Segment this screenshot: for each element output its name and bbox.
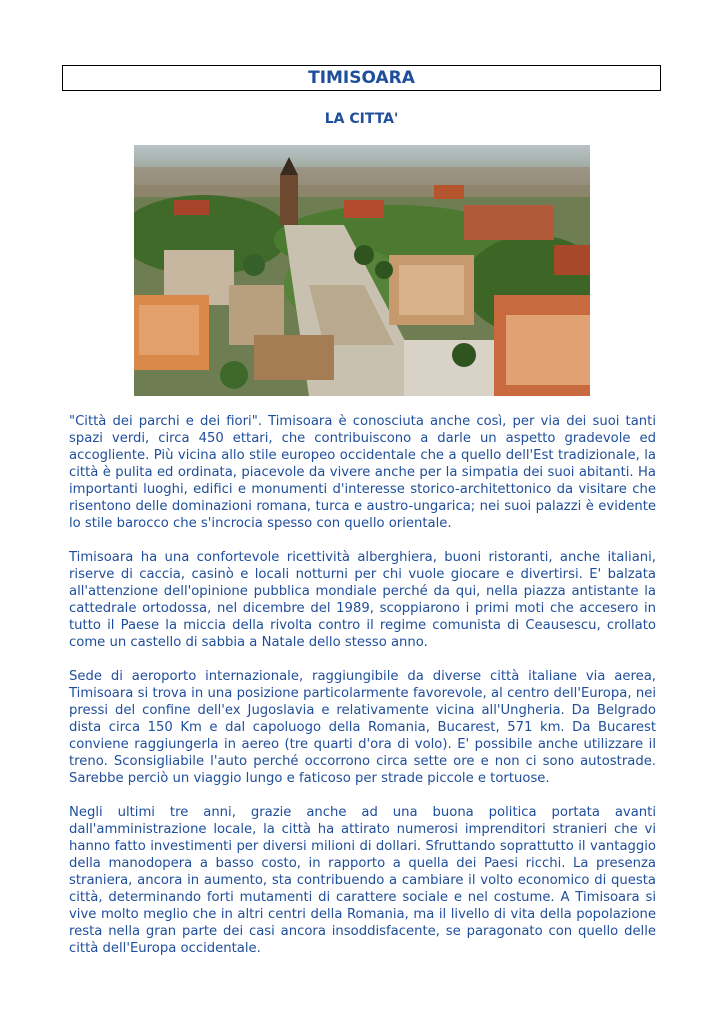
paragraph: Timisoara ha una confortevole ricettività alberghiera, buoni ristoranti, anche italiani, riserve di caccia, casinò e locali notturni per chi vuole giocare e divertirsi. E' balzata all'attenzione dell'opinione pubblica mondiale perché da qui, nella piazza antistante la cattedrale ortodossa, nel dicembre del 1989, scoppiarono i primi moti che accesero in tutto il Paese la miccia della rivolta contro il regime comunista di Ceausescu, crollato come un castello di sabbia a Natale dello stesso anno.: [69, 550, 656, 650]
paragraph: Negli ultimi tre anni, grazie anche ad una buona politica portata avanti dall'amministrazione locale, la città ha attirato numerosi imprenditori stranieri che vi hanno fatto investimenti per diversi milioni di dollari. Sfruttando soprattutto il vantaggio della manodopera a basso costo, in rapporto a quella dei Paesi ricchi. La presenza straniera, ancora in aumento, sta contribuendo a cambiare il volto economico di questa città, determinando forti mutamenti di carattere sociale e nel costume. A Timisoara si vive molto meglio che in altri centri della Romania, ma il livello di vita della popolazione resta nella gran parte dei casi ancora insoddisfacente, se paragonato con quello delle città dell'Europa occidentale.: [69, 805, 656, 956]
page-title: TIMISOARA: [308, 68, 415, 88]
aerial-city-photo: [134, 145, 590, 396]
title-box: [62, 65, 661, 91]
article-body: [69, 413, 656, 974]
paragraph: Sede di aeroporto internazionale, raggiungibile da diverse città italiane via aerea, Timisoara si trova in una posizione particolarmente favorevole, al centro dell'Europa, nei pressi del confine dell'ex Jugoslavia e relativamente vicina all'Ungheria. Da Belgrado dista circa 150 Km e dal capoluogo della Romania, Bucarest, 571 km. Da Bucarest conviene raggiungerla in aereo (tre quarti d'ora di volo). E' possibile anche utilizzare il treno. Sconsigliabile l'auto perché occorrono circa sette ore e non ci sono autostrade. Sarebbe perciò un viaggio lungo e faticoso per strade piccole e tortuose.: [69, 669, 656, 786]
section-subtitle: LA CITTA': [324, 111, 399, 127]
paragraph: "Città dei parchi e dei fiori". Timisoara è conosciuta anche così, per via dei suoi tanti spazi verdi, circa 450 ettari, che contribuiscono a darle un aspetto gradevole ed accogliente. Più vicina allo stile europeo occidentale che a quello dell'Est tradizionale, la città è pulita ed ordinata, piacevole da vivere anche per la simpatia dei suoi abitanti. Ha importanti luoghi, edifici e monumenti d'interesse storico-architettonico da visitare che risentono delle dominazioni romana, turca e austro-ungarica; nei suoi palazzi è evidente lo stile barocco che s'incrocia spesso con quello orientale.: [69, 414, 656, 531]
